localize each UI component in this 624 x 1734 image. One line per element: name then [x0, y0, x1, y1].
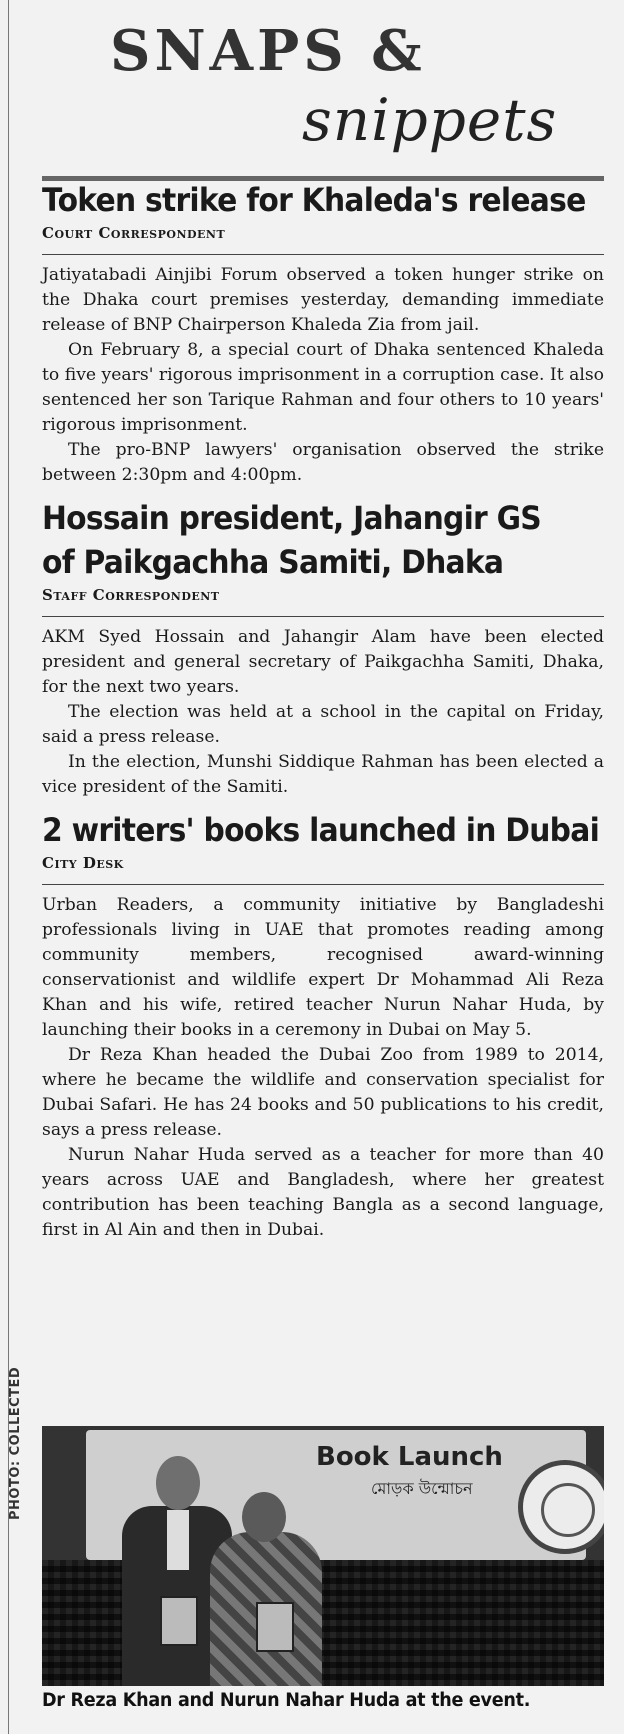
photo-caption: Dr Reza Khan and Nurun Nahar Huda at the event.: [42, 1690, 531, 1711]
paragraph: Nurun Nahar Huda served as a teacher for more than 40 years across UAE and Bangladesh, where her greatest contribution has been teaching Bangla as a second language, first in Al Ain and then in Dubai.: [42, 1145, 604, 1240]
urban-readers-logo: [518, 1460, 604, 1554]
book-icon: [160, 1596, 198, 1646]
paragraph: AKM Syed Hossain and Jahangir Alam have been elected president and general secretary of Paikgachha Samiti, Dhaka, for the next two years.: [42, 627, 604, 697]
masthead-title: SNAPS &: [110, 18, 426, 84]
photo-credit: PHOTO: COLLECTED: [8, 1366, 23, 1520]
headline: Token strike for Khaleda's release: [42, 181, 586, 219]
paragraph: On February 8, a special court of Dhaka sentenced Khaleda to five years' rigorous imprisonment in a corruption case. It also sentenced her son Tarique Rahman and four others to 10 years' rigorous imprisonment.: [42, 340, 604, 435]
masthead: [42, 0, 604, 178]
page: [8, 0, 604, 1711]
story-paikgachha-samiti: [42, 496, 604, 800]
paragraph: The election was held at a school in the capital on Friday, said a press release.: [42, 702, 604, 747]
byline-rule: [42, 884, 604, 885]
paragraph: The pro-BNP lawyers' organisation observed the strike between 2:30pm and 4:00pm.: [42, 440, 604, 485]
byline-rule: [42, 616, 604, 617]
byline-rule: [42, 254, 604, 255]
story-dubai-books: [42, 808, 604, 1243]
headline: 2 writers' books launched in Dubai: [42, 811, 600, 849]
paragraph: Dr Reza Khan headed the Dubai Zoo from 1989 to 2014, where he became the wildlife and conservation specialist for Dubai Safari. He has 24 books and 50 publications to his credit, says a press release.: [42, 1045, 604, 1140]
book-icon: [256, 1602, 294, 1652]
event-photo: [42, 1426, 604, 1686]
masthead-subtitle: snippets: [302, 86, 558, 154]
byline: Court Correspondent: [42, 224, 226, 242]
headline: of Paikgachha Samiti, Dhaka: [42, 543, 504, 581]
byline: Staff Correspondent: [42, 586, 220, 604]
story-token-strike: [42, 178, 604, 488]
person-nurun-nahar-huda: [210, 1492, 322, 1686]
paragraph: Jatiyatabadi Ainjibi Forum observed a token hunger strike on the Dhaka court premises yesterday, demanding immediate release of BNP Chairperson Khaleda Zia from jail.: [42, 265, 604, 335]
byline: City Desk: [42, 854, 124, 872]
banner-title: Book Launch: [316, 1442, 503, 1472]
paragraph: Urban Readers, a community initiative by Bangladeshi professionals living in UAE that promotes reading among community members, recognised award-winning conservationist and wildlife expert Dr Mohammad Ali Reza Khan and his wife, retired teacher Nurun Nahar Huda, by launching their books in a ceremony in Dubai on May 5.: [42, 895, 604, 1040]
banner-subtitle: মোড়ক উন্মোচন: [371, 1479, 473, 1498]
paragraph: In the election, Munshi Siddique Rahman has been elected a vice president of the Samiti.: [42, 752, 604, 797]
headline: Hossain president, Jahangir GS: [42, 499, 541, 537]
